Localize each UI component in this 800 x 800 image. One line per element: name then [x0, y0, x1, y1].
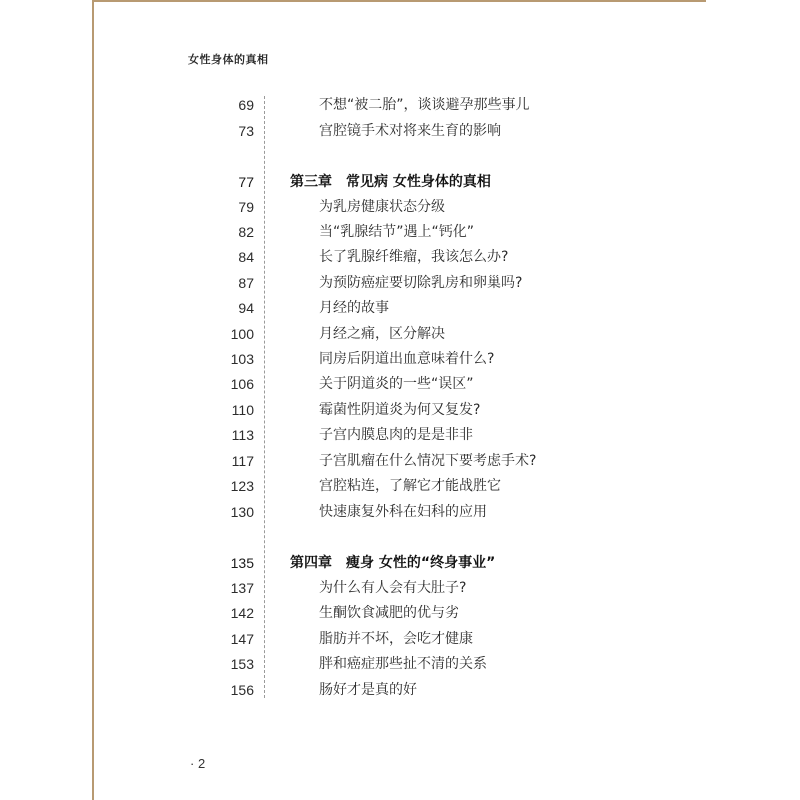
toc-entry — [0, 220, 800, 244]
toc-entry — [0, 576, 800, 600]
toc-page-number: 69 — [238, 97, 254, 113]
toc-entry — [0, 449, 800, 473]
toc-entry-title: 胖和癌症那些扯不清的关系 — [319, 656, 487, 672]
toc-entry-title: 当“乳腺结节”遇上“钙化” — [319, 224, 475, 240]
toc-entry-title: 子宫内膜息肉的是是非非 — [319, 427, 473, 443]
toc-entry-title: 为预防癌症要切除乳房和卵巢吗? — [319, 275, 523, 291]
toc-page-number: 94 — [238, 300, 254, 316]
toc-entry — [0, 398, 800, 422]
toc-entry — [0, 245, 800, 269]
toc-entry-title: 同房后阴道出血意味着什么? — [319, 351, 495, 367]
toc-chapter-title: 第四章 瘦身 女性的“终身事业” — [290, 555, 496, 571]
toc-entry — [0, 500, 800, 524]
toc-page-number: 110 — [231, 402, 254, 418]
toc-page-number: 142 — [230, 605, 254, 621]
running-head: 女性身体的真相 — [188, 53, 269, 66]
toc-page-number: 135 — [230, 555, 254, 571]
toc-page-number: 123 — [230, 478, 254, 494]
toc-page-number: 137 — [230, 580, 254, 596]
toc-entry — [0, 296, 800, 320]
toc-entry-title: 肠好才是真的好 — [319, 682, 417, 698]
toc-page-number: 117 — [231, 453, 254, 469]
toc-page-number: 87 — [238, 275, 254, 291]
toc-page-number: 84 — [238, 249, 254, 265]
toc-entry — [0, 627, 800, 651]
toc-entry-title: 脂肪并不坏，会吃才健康 — [319, 631, 473, 647]
toc-page-number: 77 — [238, 174, 254, 190]
toc-entry-title: 宫腔粘连，了解它才能战胜它 — [319, 478, 501, 494]
toc-entry-title: 生酮饮食减肥的优与劣 — [319, 605, 459, 621]
toc-entry — [0, 474, 800, 498]
toc-entry — [0, 119, 800, 143]
toc-entry-title: 宫腔镜手术对将来生育的影响 — [319, 123, 501, 139]
toc-page-number: 153 — [230, 656, 254, 672]
toc-entry-title: 霉菌性阴道炎为何又复发? — [319, 402, 481, 418]
toc-entry — [0, 601, 800, 625]
toc-entry-title: 不想“被二胎”，谈谈避孕那些事儿 — [319, 97, 530, 113]
toc-page-number: 113 — [231, 427, 254, 443]
toc-entry — [0, 678, 800, 702]
toc-page-number: 100 — [230, 326, 254, 342]
toc-entry-title: 月经之痛，区分解决 — [319, 326, 445, 342]
toc-entry — [0, 322, 800, 346]
top-border-rule — [92, 0, 706, 2]
toc-entry — [0, 423, 800, 447]
toc-entry-title: 为乳房健康状态分级 — [319, 199, 445, 215]
toc-chapter-heading — [0, 551, 800, 575]
toc-page-number: 147 — [230, 631, 254, 647]
toc-entry-title: 长了乳腺纤维瘤，我该怎么办? — [319, 249, 509, 265]
toc-entry — [0, 652, 800, 676]
toc-chapter-title: 第三章 常见病 女性身体的真相 — [290, 174, 491, 190]
toc-page-number: 130 — [230, 504, 254, 520]
page-folio: · 2 — [190, 756, 206, 771]
toc-entry — [0, 372, 800, 396]
toc-page-number: 79 — [238, 199, 254, 215]
toc-page-number: 103 — [230, 351, 254, 367]
toc-page-number: 106 — [230, 376, 254, 392]
toc-entry-title: 子宫肌瘤在什么情况下要考虑手术? — [319, 453, 537, 469]
toc-entry-title: 为什么有人会有大肚子? — [319, 580, 467, 596]
toc-entry-title: 关于阴道炎的一些“误区” — [319, 376, 474, 392]
toc-entry — [0, 271, 800, 295]
toc-page-number: 82 — [238, 224, 254, 240]
toc-entry — [0, 195, 800, 219]
toc-chapter-heading — [0, 170, 800, 194]
toc-page-number: 73 — [238, 123, 254, 139]
toc-entry-title: 月经的故事 — [319, 300, 389, 316]
toc-entry-title: 快速康复外科在妇科的应用 — [319, 504, 487, 520]
toc-page-number: 156 — [230, 682, 254, 698]
toc-entry — [0, 347, 800, 371]
toc-entry — [0, 93, 800, 117]
